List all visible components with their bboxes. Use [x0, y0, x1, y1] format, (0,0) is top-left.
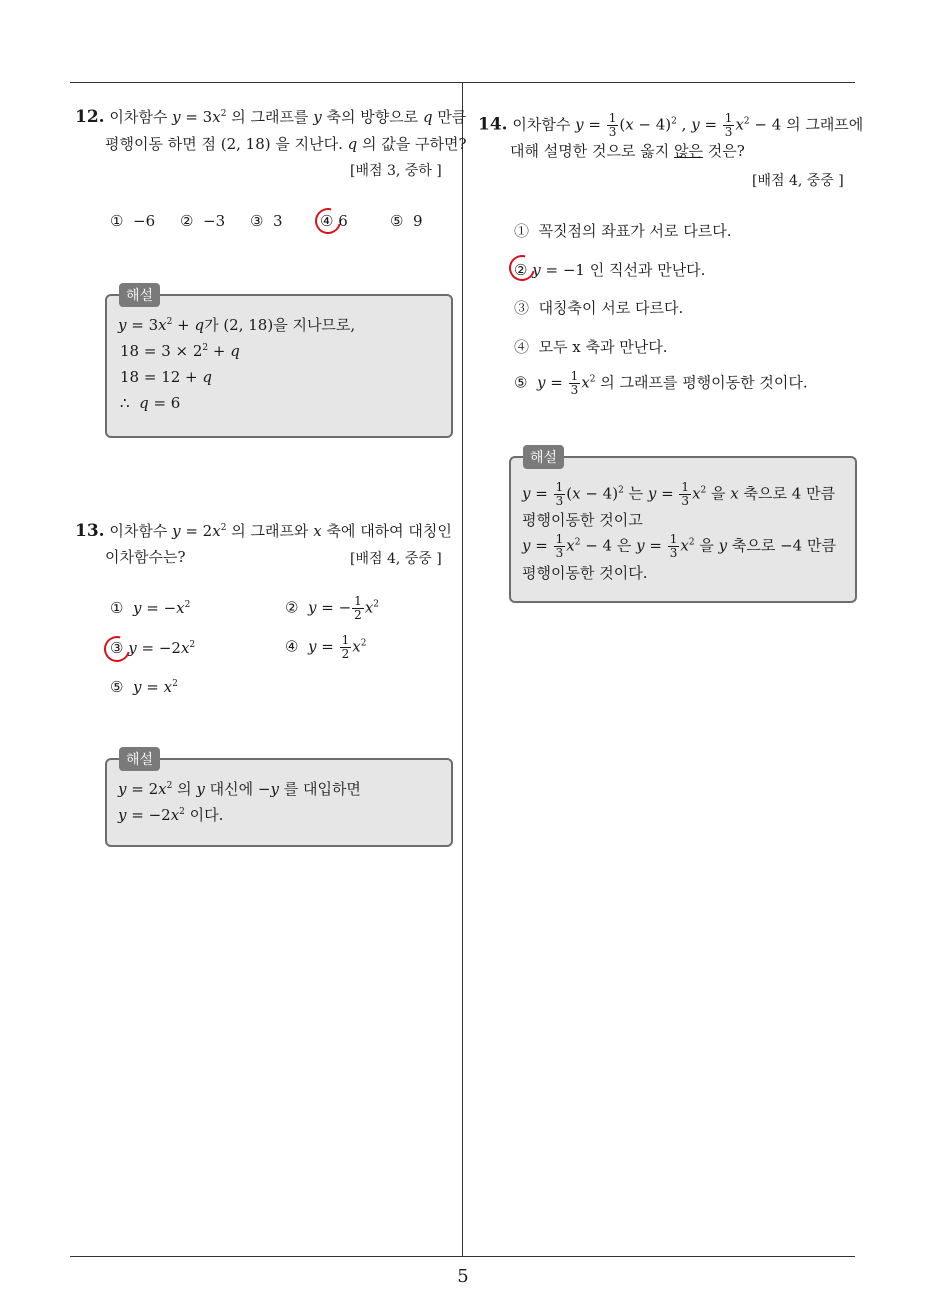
choice-number: ④	[320, 212, 334, 230]
q14-meta: [배점 4, 중중 ]	[752, 173, 844, 189]
page-number: 5	[457, 1266, 469, 1287]
therefore-symbol: ∴	[120, 394, 130, 412]
q12-choice-3[interactable]	[250, 212, 283, 230]
q12-number: 12.	[75, 107, 105, 127]
q14-choice-2[interactable]: ② y = −1 인 직선과 만난다.	[514, 261, 706, 279]
choice-text: −6	[133, 212, 156, 230]
choice-number: ①	[110, 599, 124, 617]
q14-text: 이차함수	[512, 115, 576, 134]
choice-number: ④	[514, 338, 530, 356]
choice-text: −3	[203, 212, 226, 230]
q13-choice-4[interactable]: ④ y = $\frac{1}{2}$ $x^2$	[285, 633, 367, 661]
bottom-rule	[70, 1256, 855, 1257]
q12-choice-2[interactable]	[180, 212, 225, 230]
q12-meta: [배점 3, 중하 ]	[350, 163, 442, 179]
q12-solution-tag: 해설	[119, 283, 160, 307]
solution-text: 축으로 −4 만큼	[727, 536, 836, 555]
choice-number: ②	[285, 598, 299, 617]
choice-text: 3	[273, 212, 283, 230]
q14-line-2	[510, 140, 745, 161]
q13-meta: [배점 4, 중중 ]	[350, 551, 442, 567]
q13-choice-2[interactable]: ② y = − $\frac{1}{2}$ $x^2$	[285, 594, 380, 622]
q13-solution-line-1: $y = 2x^2$ 의 y 대신에 −y 를 대입하면	[118, 780, 361, 798]
q13-solution-tag: 해설	[119, 747, 160, 771]
choice-text: 인 직선과 만난다.	[584, 261, 706, 279]
q12-text: 이차함수	[109, 108, 173, 126]
q12-text: 축의 방향으로	[321, 108, 423, 126]
choice-number: ④	[285, 637, 299, 656]
choice-text: 대칭축이 서로 다르다.	[538, 299, 684, 317]
q13-text: 의 그래프와	[226, 522, 314, 540]
choice-number: ②	[180, 212, 194, 230]
q12-choice-1[interactable]	[110, 212, 155, 230]
solution-text: 는	[623, 484, 648, 503]
solution-text: 을	[706, 484, 731, 503]
solution-text: 의	[172, 780, 197, 798]
q12-text: 평행이동 하면 점 (2, 18) 을 지난다.	[105, 135, 348, 153]
q13-choice-3[interactable]: ③ $y = -2x^2$	[110, 639, 196, 657]
choice-number: ⑤	[390, 212, 404, 230]
q12-solution-line-1: $y = 3x^2 + q$가 (2, 18)을 지나므로,	[118, 316, 356, 334]
q14-text: 것은?	[702, 142, 745, 160]
q14-choice-1[interactable]	[514, 220, 732, 241]
choice-text: 9	[413, 212, 423, 230]
q13-text: 축에 대하여 대칭인	[321, 522, 452, 540]
q14-text: 대해 설명한 것으로 옳지	[510, 142, 674, 160]
q14-solution-line-3: y = $\frac{1}{3}$ $x^2 - 4$ 은 y = $\frac{1}{3}$ $x^2$ 을 y 축으로 −4 만큼	[522, 532, 836, 560]
q12-solution-line-3: 18 = 12 + q	[120, 368, 212, 386]
q14-solution-line-2: 평행이동한 것이고	[522, 511, 643, 529]
q12-text: 만큼	[432, 108, 467, 126]
q13-line-2: 이차함수는?	[105, 548, 186, 566]
choice-number: ③	[514, 299, 530, 317]
solution-text: 을	[694, 536, 719, 555]
solution-text: 이다.	[184, 806, 224, 824]
q12-line-2: 평행이동 하면 점 (2, 18) 을 지난다. q 의 값을 구하면?	[105, 135, 467, 153]
solution-text: 대신에	[204, 780, 258, 798]
solution-text: 축으로 4 만큼	[738, 484, 836, 503]
q14-choice-5[interactable]: ⑤ y = $\frac{1}{3}$ $x^2$ 의 그래프를 평행이동한 것이다.	[514, 369, 808, 397]
q12-text: 의 그래프를	[226, 108, 314, 126]
q12-answer-mark	[310, 203, 346, 239]
q13-text: 이차함수	[109, 522, 173, 540]
q14-solution-line-1: y = $\frac{1}{3}$ $(x - 4)^2$ 는 y = $\frac{1}{3}$ $x^2$ 을 x 축으로 4 만큼	[522, 480, 836, 508]
q12-choice-5[interactable]	[390, 212, 423, 230]
q14-choice-4[interactable]	[514, 336, 668, 357]
choice-text: 의 그래프를 평행이동한 것이다.	[595, 373, 808, 392]
q14-answer-mark	[504, 250, 540, 286]
choice-number: ⑤	[110, 678, 124, 696]
q13-choice-5[interactable]: ⑤ $y = x^2$	[110, 678, 178, 696]
choice-text: 6	[338, 212, 348, 230]
choice-text: 모두 x 축과 만난다.	[538, 338, 668, 356]
solution-text: 은	[612, 536, 637, 555]
q12-solution-line-2: $18 = 3 \times 2^2 + q$	[120, 342, 240, 360]
q14-number: 14.	[478, 114, 508, 135]
q12-line-1: 12. 이차함수 $y = 3x^2$ 의 그래프를 y 축의 방향으로 q 만큼	[75, 107, 467, 127]
choice-number: ⑤	[514, 373, 528, 392]
q14-underlined-text: 않은	[673, 142, 703, 160]
q13-solution-line-2: $y = -2x^2$ 이다.	[118, 806, 224, 824]
q14-choice-3[interactable]	[514, 297, 683, 318]
q14-line-1: 14. 이차함수 y = $\frac{1}{3}$ $(x - 4)^2$ , y = $\frac{1}{3}$ $x^2 - 4$ 의 그래프에	[478, 111, 864, 139]
choice-number: ①	[110, 212, 124, 230]
choice-number: ③	[110, 639, 124, 657]
choice-number: ③	[250, 212, 264, 230]
q12-solution-line-4: ∴ q = 6	[120, 394, 181, 412]
q14-solution-tag: 해설	[523, 445, 564, 469]
q13-choice-1[interactable]: ① $y = -x^2$	[110, 599, 191, 617]
q14-text: 의 그래프에	[781, 115, 864, 134]
solution-text: 를 대입하면	[278, 780, 361, 798]
q12-text: 의 값을 구하면?	[357, 135, 467, 153]
choice-text: 꼭짓점의 좌표가 서로 다르다.	[538, 222, 732, 240]
q14-solution-line-4: 평행이동한 것이다.	[522, 564, 648, 582]
choice-number: ②	[514, 261, 528, 279]
choice-number: ①	[514, 222, 530, 240]
q13-answer-mark	[99, 631, 135, 667]
solution-text: 가 (2, 18)을 지나므로,	[204, 316, 356, 334]
q13-line-1: 13. 이차함수 $y = 2x^2$ 의 그래프와 x 축에 대하여 대칭인	[75, 521, 452, 541]
column-divider	[462, 82, 463, 1256]
q13-number: 13.	[75, 521, 105, 541]
